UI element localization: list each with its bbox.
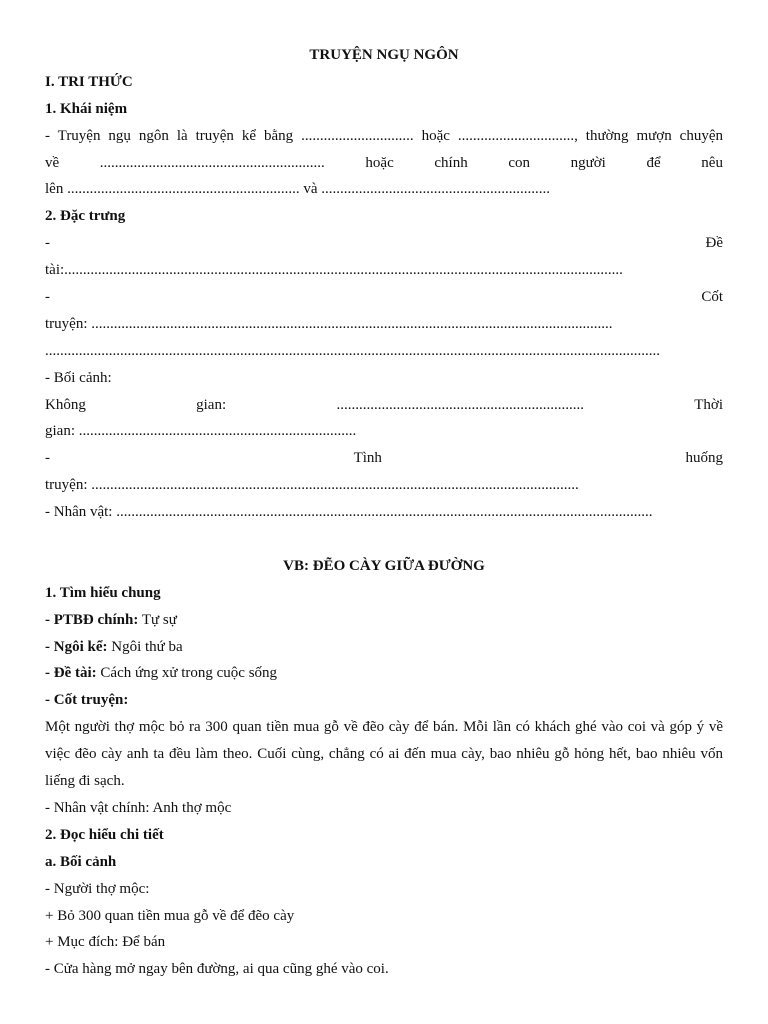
concept-line-2 bbox=[45, 150, 723, 177]
word: huống bbox=[685, 450, 723, 467]
carpenter-line: - Người thợ mộc: bbox=[45, 880, 150, 897]
mode-value: Tự sự bbox=[138, 611, 177, 628]
dash: - bbox=[45, 450, 50, 467]
subheading-features: 2. Đặc trưng bbox=[45, 208, 126, 225]
dash: - bbox=[45, 289, 50, 306]
topic-label: - Đề tài: bbox=[45, 665, 97, 682]
word: để bbox=[646, 154, 661, 171]
concept-line-3: lên .............................................................. và ............................................................. bbox=[45, 181, 550, 198]
concept-line-1: - Truyện ngụ ngôn là truyện kể bằng .............................. hoặc ..............................., thường mượn chuyện bbox=[45, 127, 723, 144]
narrator-label: - Ngôi kể: bbox=[45, 638, 108, 655]
plot-line-3: .................................................................................................................................................................... bbox=[45, 342, 660, 359]
topic-line-2: tài:..................................................................................................................................................... bbox=[45, 262, 623, 279]
word: chính bbox=[434, 154, 468, 171]
word: con bbox=[508, 154, 530, 171]
word: nêu bbox=[701, 154, 723, 171]
subheading-concept: 1. Khái niệm bbox=[45, 100, 128, 117]
doc-title: TRUYỆN NGỤ NGÔN bbox=[309, 47, 459, 63]
plot-label: - Cốt truyện: bbox=[45, 692, 129, 709]
topic-line-1 bbox=[45, 230, 723, 257]
subheading-overview: 1. Tìm hiểu chung bbox=[45, 584, 161, 601]
word: Cốt bbox=[701, 289, 723, 306]
narrator-value: Ngôi thứ ba bbox=[107, 638, 183, 655]
main-character-line: - Nhân vật chính: Anh thợ mộc bbox=[45, 799, 232, 816]
section-heading-knowledge: I. TRI THỨC bbox=[45, 73, 133, 90]
text-title: VB: ĐẼO CÀY GIỮA ĐƯỜNG bbox=[283, 557, 485, 574]
subheading-detail: 2. Đọc hiểu chi tiết bbox=[45, 826, 164, 843]
bullet-line-1: + Bỏ 300 quan tiền mua gỗ về để đẽo cày bbox=[45, 907, 295, 924]
dash: - bbox=[45, 235, 50, 252]
word: người bbox=[570, 154, 606, 171]
topic-line bbox=[45, 660, 723, 687]
blank: .................................................................. bbox=[336, 396, 584, 413]
character-line: - Nhân vật: ............................................................................................................................................... bbox=[45, 504, 653, 521]
topic-value: Cách ứng xử trong cuộc sống bbox=[96, 665, 278, 682]
shop-line: - Cửa hàng mở ngay bên đường, ai qua cũng ghé vào coi. bbox=[45, 961, 389, 978]
word: về bbox=[45, 154, 60, 171]
word: Tình bbox=[353, 450, 382, 467]
space-line-1 bbox=[45, 392, 723, 419]
narrator-line bbox=[45, 634, 723, 661]
word: hoặc bbox=[365, 154, 394, 171]
space-line-2: gian: .......................................................................... bbox=[45, 423, 357, 440]
bullet-line-2: + Mục đích: Để bán bbox=[45, 934, 166, 951]
subheading-setting: a. Bối cảnh bbox=[45, 853, 117, 870]
situation-line-2: truyện: .................................................................................................................................. bbox=[45, 477, 579, 494]
situation-line-1 bbox=[45, 445, 723, 472]
word: Không bbox=[45, 396, 86, 413]
word: Đề bbox=[705, 235, 723, 252]
spacer bbox=[45, 526, 723, 553]
plot-line-2: truyện: ........................................................................................................................................... bbox=[45, 315, 613, 332]
document-page bbox=[45, 42, 723, 983]
word: gian: bbox=[196, 396, 227, 413]
word: Thời bbox=[694, 396, 723, 413]
plot-paragraph: Một người thợ mộc bỏ ra 300 quan tiền mua gỗ về đẽo cày để bán. Mỗi lần có khách ghé vào coi và góp ý về việc đẽo cày anh ta đều làm theo. Cuối cùng, chẳng có ai đến mua cày, bao nhiêu gỗ hỏng hết, bao nhiêu vốn liếng đi sạch. bbox=[45, 719, 723, 790]
blank: ............................................................ bbox=[99, 154, 325, 171]
mode-line bbox=[45, 607, 723, 634]
mode-label: - PTBĐ chính: bbox=[45, 611, 139, 628]
setting-label: - Bối cảnh: bbox=[45, 369, 112, 386]
plot-line-1 bbox=[45, 284, 723, 311]
